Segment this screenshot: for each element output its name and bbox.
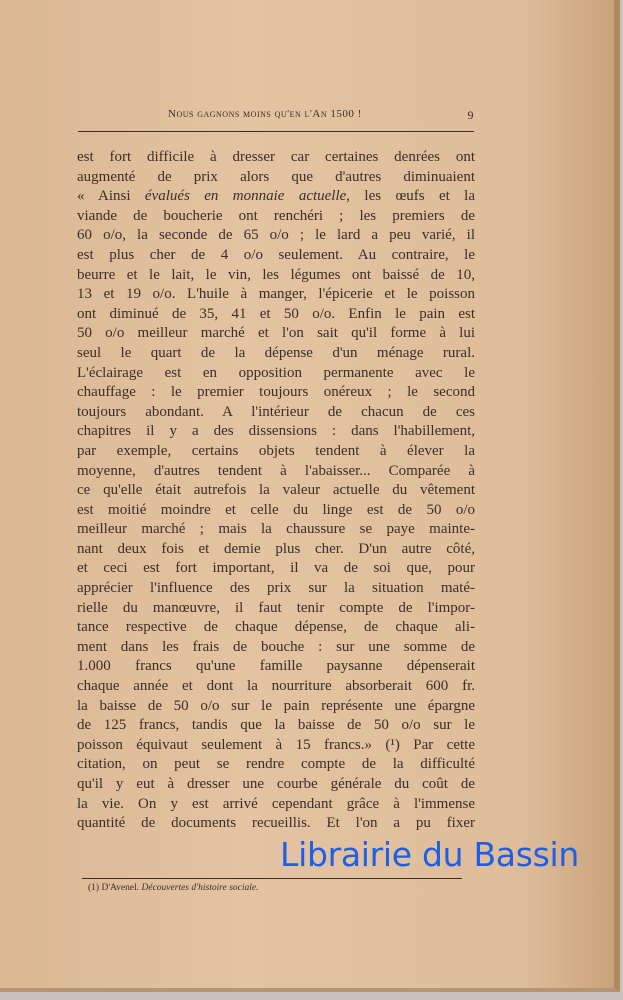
text-line: seul le quart de la dépense d'un ménage rural. bbox=[77, 344, 475, 361]
text-line: est fort difficile à dresser car certaines denrées ont bbox=[77, 149, 475, 165]
footnote bbox=[88, 882, 258, 894]
text-line: est plus cher de 4 o/o seulement. Au contraire, le bbox=[77, 246, 475, 263]
text-line: 50 o/o meilleur marché et l'on sait qu'il forme à lui bbox=[77, 325, 475, 342]
text-line: la vie. On y est arrivé cependant grâce à l'immense bbox=[77, 795, 475, 812]
text-line: qu'il y eut à dresser une courbe générale du coût de bbox=[77, 776, 475, 792]
text-line: chapitres il y a des dissensions : dans l'habillement, bbox=[77, 423, 475, 440]
text-line: 13 et 19 o/o. L'huile à manger, l'épicerie et le poisson bbox=[77, 286, 475, 303]
text-line: poisson équivaut seulement à 15 francs.» (¹) Par cette bbox=[77, 736, 475, 753]
italic-phrase: évalués en monnaie actuelle bbox=[144, 188, 347, 205]
text-line: ont diminué de 35, 41 et 50 o/o. Enfin le pain est bbox=[77, 305, 475, 322]
text-line: la baisse de 50 o/o sur le pain représente une épargne bbox=[77, 697, 475, 714]
text-line: augmenté de prix alors que d'autres diminuaient bbox=[77, 168, 475, 185]
text-segment: « Ainsi bbox=[77, 188, 145, 205]
page-number: 9 bbox=[467, 108, 474, 122]
footnote-marker: (1) bbox=[88, 883, 100, 893]
text-segment: , les œufs et la bbox=[346, 188, 475, 205]
text-line: ment dans les frais de bouche : sur une somme de bbox=[77, 638, 475, 655]
text-line: moyenne, d'autres tendent à l'abaisser... Comparée à bbox=[77, 462, 475, 479]
footnote-author: D'Avenel. bbox=[101, 883, 140, 893]
text-line: 1.000 francs qu'une famille paysanne dépenserait bbox=[77, 658, 475, 675]
text-line: et ceci est fort important, il va de soi que, pour bbox=[77, 560, 475, 577]
footnote-title: Découvertes d'histoire sociale. bbox=[141, 883, 259, 893]
text-line: de 125 francs, tandis que la baisse de 50 o/o sur le bbox=[77, 717, 475, 734]
text-line: toujours abondant. A l'intérieur de chacun de ces bbox=[77, 403, 475, 420]
running-header bbox=[78, 108, 474, 128]
running-title: Nous gagnons moins qu'en l'An 1500 ! bbox=[168, 108, 362, 120]
text-line: 60 o/o, la seconde de 65 o/o ; le lard a peu varié, il bbox=[77, 227, 475, 244]
text-line: apprécier l'influence des prix sur la situation maté- bbox=[77, 580, 475, 597]
text-line: nant deux fois et demie plus cher. D'un autre côté, bbox=[77, 540, 475, 557]
text-line: quantité de documents recueillis. Et l'on a pu fixer bbox=[77, 815, 475, 832]
header-rule bbox=[78, 131, 474, 132]
text-line: chaque année et dont la nourriture absorberait 600 fr. bbox=[77, 678, 475, 695]
body-text bbox=[77, 148, 475, 834]
text-line: chauffage : le premier toujours onéreux ; le second bbox=[77, 384, 475, 401]
text-line: rielle du manœuvre, il faut tenir compte de l'impor- bbox=[77, 599, 475, 616]
text-line: tance respective de chaque dépense, de chaque ali- bbox=[77, 619, 475, 636]
text-line: viande de boucherie ont renchéri ; les premiers de bbox=[77, 207, 475, 224]
text-line: L'éclairage est en opposition permanente avec le bbox=[77, 364, 475, 381]
text-line bbox=[77, 187, 475, 207]
text-line: meilleur marché ; mais la chaussure se paye mainte- bbox=[77, 521, 475, 538]
footnote-rule bbox=[82, 878, 462, 879]
text-line: citation, on peut se rendre compte de la difficulté bbox=[77, 756, 475, 773]
text-line: ce qu'elle était autrefois la valeur actuelle du vêtement bbox=[77, 482, 475, 499]
text-line: beurre et le lait, le vin, les légumes ont baissé de 10, bbox=[77, 266, 475, 283]
watermark: Librairie du Bassin bbox=[280, 835, 579, 874]
text-line: est moitié moindre et celle du linge est de 50 o/o bbox=[77, 501, 475, 518]
text-line: par exemple, certains objets tendent à élever la bbox=[77, 442, 475, 459]
